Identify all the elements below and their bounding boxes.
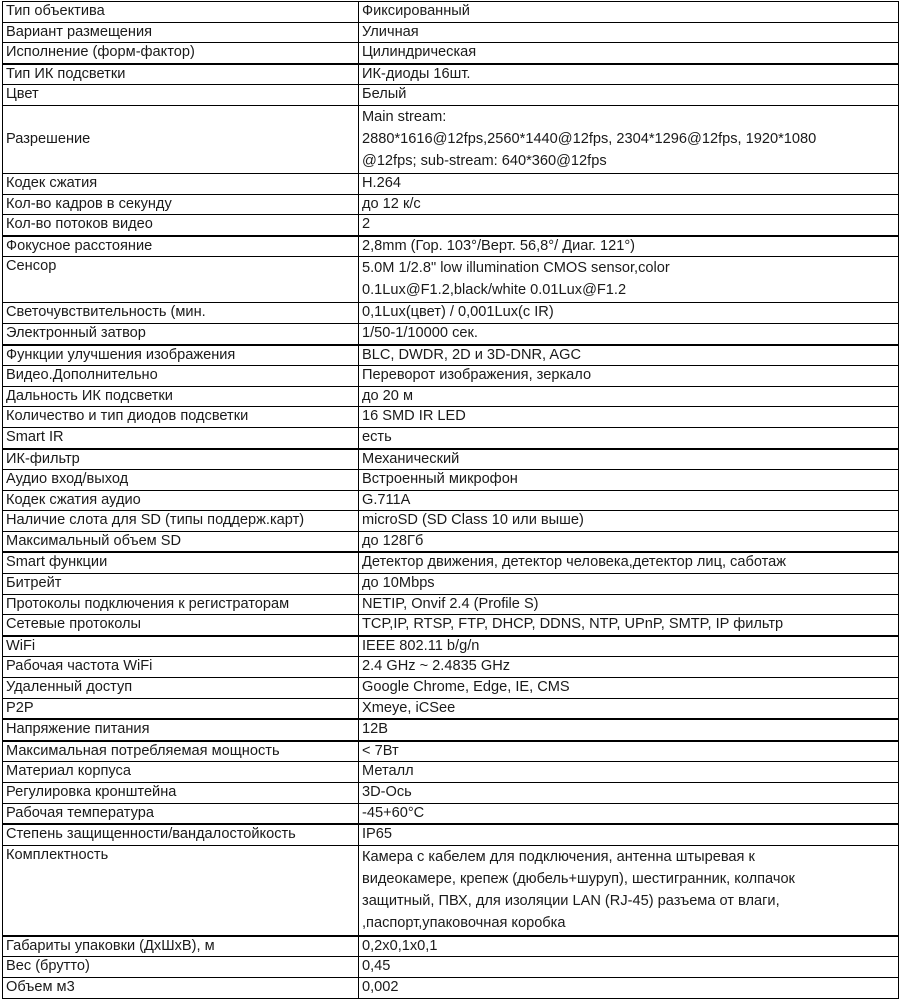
spec-value [359, 719, 899, 741]
spec-value [359, 615, 899, 636]
spec-value-line: IEEE 802.11 b/g/n [362, 637, 480, 654]
spec-value-line: @12fps; sub-stream: 640*360@12fps [362, 152, 607, 169]
spec-label: Максимальная потребляемая мощность [3, 741, 359, 762]
spec-row [3, 636, 899, 657]
spec-row [3, 64, 899, 85]
spec-label: Удаленный доступ [3, 678, 359, 699]
spec-value-line: 0,2x0,1x0,1 [362, 937, 438, 954]
spec-value [359, 636, 899, 657]
spec-value [359, 449, 899, 470]
spec-value-line: 0.1Lux@F1.2,black/white 0.01Lux@F1.2 [362, 282, 627, 299]
spec-row [3, 303, 899, 324]
spec-label: Smart IR [3, 427, 359, 448]
spec-row [3, 215, 899, 236]
spec-value [359, 22, 899, 43]
spec-label: Сенсор [3, 257, 359, 303]
spec-row [3, 783, 899, 804]
spec-label: Степень защищенности/вандалостойкость [3, 824, 359, 845]
spec-row [3, 615, 899, 636]
spec-row [3, 236, 899, 257]
spec-label: Видео.Дополнительно [3, 366, 359, 387]
spec-value-line: 16 SMD IR LED [362, 408, 466, 425]
spec-value-line: защитный, ПВХ, для изоляции LAN (RJ-45) разъема от влаги, [362, 892, 780, 909]
spec-label: Протоколы подключения к регистраторам [3, 594, 359, 615]
spec-value-line: Уличная [362, 23, 419, 40]
spec-table [2, 1, 899, 999]
spec-label: Количество и тип диодов подсветки [3, 407, 359, 428]
spec-label: Рабочая температура [3, 803, 359, 824]
spec-value-line: Фиксированный [362, 3, 470, 19]
spec-value-line: Переворот изображения, зеркало [362, 367, 592, 384]
spec-row [3, 552, 899, 573]
spec-label: Рабочая частота WiFi [3, 657, 359, 678]
spec-value-line: IP65 [362, 826, 393, 843]
spec-value-line: Детектор движения, детектор человека,детектор лиц, саботаж [362, 554, 787, 571]
spec-row [3, 594, 899, 615]
spec-value [359, 511, 899, 532]
spec-value-line: 1/50-1/10000 сек. [362, 324, 478, 341]
spec-label: Материал корпуса [3, 762, 359, 783]
spec-value-line: до 20 м [362, 387, 414, 404]
spec-value-line: 2 [362, 216, 371, 233]
spec-label: Светочувствительность (мин. [3, 303, 359, 324]
spec-value [359, 490, 899, 511]
spec-row [3, 977, 899, 998]
spec-row [3, 427, 899, 448]
spec-value-line: ИК-диоды 16шт. [362, 65, 471, 82]
spec-row [3, 803, 899, 824]
spec-value-line: Встроенный микрофон [362, 471, 518, 488]
spec-value [359, 366, 899, 387]
spec-value-line: Google Chrome, Edge, IE, CMS [362, 679, 570, 696]
spec-value [359, 678, 899, 699]
spec-value-line: Xmeye, iCSee [362, 699, 456, 716]
spec-label: Электронный затвор [3, 323, 359, 344]
spec-value [359, 698, 899, 719]
spec-label: Кол-во кадров в секунду [3, 194, 359, 215]
spec-value [359, 194, 899, 215]
spec-value [359, 824, 899, 845]
spec-row [3, 366, 899, 387]
spec-label: Регулировка кронштейна [3, 783, 359, 804]
spec-label: Объем м3 [3, 977, 359, 998]
spec-row [3, 194, 899, 215]
spec-value [359, 215, 899, 236]
spec-value-line: H.264 [362, 174, 401, 191]
spec-value [359, 386, 899, 407]
spec-label: Кол-во потоков видео [3, 215, 359, 236]
spec-row [3, 85, 899, 106]
spec-value-line: ,паспорт,упаковочная коробка [362, 914, 566, 931]
spec-value [359, 173, 899, 194]
spec-value-line: Металл [362, 763, 414, 780]
spec-row [3, 173, 899, 194]
spec-value-line: 0,1Lux(цвет) / 0,001Lux(с IR) [362, 304, 554, 321]
spec-value [359, 977, 899, 998]
spec-row [3, 22, 899, 43]
spec-value-line: NETIP, Onvif 2.4 (Profile S) [362, 595, 539, 612]
spec-label: Вес (брутто) [3, 957, 359, 978]
spec-value [359, 427, 899, 448]
spec-row [3, 531, 899, 552]
spec-row [3, 741, 899, 762]
spec-value-line: 0,002 [362, 978, 399, 995]
spec-value-line: Белый [362, 86, 407, 103]
spec-value-line: 0,45 [362, 958, 391, 975]
spec-value-line: G.711A [362, 491, 411, 508]
spec-row [3, 762, 899, 783]
spec-value-line: 2,8mm (Гор. 103°/Верт. 56,8°/ Диаг. 121°) [362, 237, 636, 254]
spec-value [359, 657, 899, 678]
spec-row [3, 323, 899, 344]
spec-label: P2P [3, 698, 359, 719]
spec-value [359, 323, 899, 344]
spec-value [359, 2, 899, 23]
spec-value-line: 12В [362, 721, 388, 738]
spec-value-line: 3D-Ось [362, 784, 412, 800]
spec-label: Разрешение [3, 105, 359, 173]
spec-value [359, 936, 899, 957]
spec-value [359, 345, 899, 366]
spec-value-line: < 7Вт [362, 742, 399, 759]
spec-value-line: Камера с кабелем для подключения, антенна штыревая к [362, 848, 755, 865]
spec-label: Тип объектива [3, 2, 359, 23]
spec-label: Вариант размещения [3, 22, 359, 43]
spec-label: Дальность ИК подсветки [3, 386, 359, 407]
spec-row [3, 824, 899, 845]
spec-label: Аудио вход/выход [3, 470, 359, 491]
spec-row [3, 657, 899, 678]
spec-row [3, 574, 899, 595]
spec-value [359, 43, 899, 64]
spec-label: Исполнение (форм-фактор) [3, 43, 359, 64]
spec-value-line: Main stream: [362, 108, 447, 125]
spec-value [359, 552, 899, 573]
spec-row [3, 257, 899, 303]
spec-label: Тип ИК подсветки [3, 64, 359, 85]
spec-table-body [3, 2, 899, 999]
spec-value [359, 257, 899, 303]
spec-value [359, 594, 899, 615]
spec-value-line: Цилиндрическая [362, 44, 477, 61]
spec-value [359, 470, 899, 491]
spec-value [359, 531, 899, 552]
spec-label: Габариты упаковки (ДхШхВ), м [3, 936, 359, 957]
spec-row [3, 2, 899, 23]
spec-value [359, 957, 899, 978]
spec-row [3, 105, 899, 173]
spec-label: ИК-фильтр [3, 449, 359, 470]
spec-row [3, 511, 899, 532]
spec-row [3, 43, 899, 64]
spec-row [3, 719, 899, 741]
spec-value-line: 2.4 GHz ~ 2.4835 GHz [362, 658, 511, 675]
spec-value-line: до 12 к/с [362, 195, 421, 212]
spec-row [3, 845, 899, 936]
spec-row [3, 345, 899, 366]
spec-row [3, 407, 899, 428]
spec-label: Кодек сжатия аудио [3, 490, 359, 511]
spec-label: Наличие слота для SD (типы поддерж.карт) [3, 511, 359, 532]
spec-label: Битрейт [3, 574, 359, 595]
spec-value [359, 741, 899, 762]
spec-label: Фокусное расстояние [3, 236, 359, 257]
spec-label: Кодек сжатия [3, 173, 359, 194]
spec-value-line: 5.0M 1/2.8" low illumination CMOS sensor,color [362, 260, 670, 277]
spec-value [359, 783, 899, 804]
spec-value-line: 2880*1616@12fps,2560*1440@12fps, 2304*1296@12fps, 1920*1080 [362, 130, 817, 147]
spec-row [3, 678, 899, 699]
spec-value-line: BLC, DWDR, 2D и 3D-DNR, AGC [362, 346, 581, 363]
spec-value [359, 845, 899, 936]
spec-value-line: Механический [362, 450, 460, 467]
spec-value-line: видеокамере, крепеж (дюбель+шуруп), шестигранник, колпачок [362, 870, 795, 887]
spec-value [359, 64, 899, 85]
spec-value [359, 85, 899, 106]
spec-label: Функции улучшения изображения [3, 345, 359, 366]
spec-value-line: microSD (SD Class 10 или выше) [362, 512, 584, 529]
spec-value-line: есть [362, 428, 392, 445]
spec-label: Комплектность [3, 845, 359, 936]
spec-value [359, 762, 899, 783]
spec-label: Напряжение питания [3, 719, 359, 741]
spec-row [3, 490, 899, 511]
spec-label: Максимальный объем SD [3, 531, 359, 552]
spec-value [359, 407, 899, 428]
spec-row [3, 449, 899, 470]
spec-value-line: TCP,IP, RTSP, FTP, DHCP, DDNS, NTP, UPnP, SMTP, IP фильтр [362, 616, 784, 633]
spec-row [3, 470, 899, 491]
spec-row [3, 936, 899, 957]
spec-value-line: до 128Гб [362, 532, 424, 549]
spec-value [359, 574, 899, 595]
spec-label: Сетевые протоколы [3, 615, 359, 636]
spec-label: Цвет [3, 85, 359, 106]
spec-value [359, 303, 899, 324]
spec-value [359, 236, 899, 257]
spec-row [3, 386, 899, 407]
spec-label: Smart функции [3, 552, 359, 573]
spec-value-line: до 10Mbps [362, 575, 435, 592]
spec-row [3, 957, 899, 978]
spec-value-line: -45+60°C [362, 804, 425, 821]
spec-label: WiFi [3, 636, 359, 657]
spec-value [359, 803, 899, 824]
spec-value [359, 105, 899, 173]
spec-row [3, 698, 899, 719]
